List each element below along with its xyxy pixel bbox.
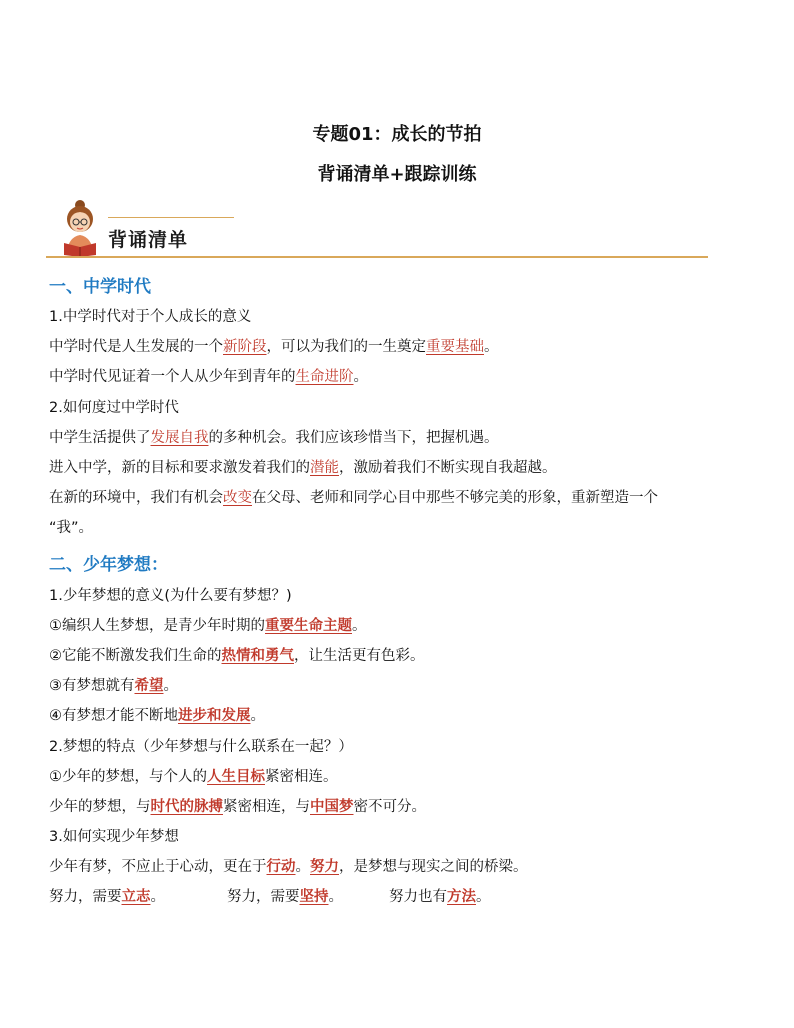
text-line [49,857,528,877]
question-2-2: 2.梦想的特点（少年梦想与什么联系在一起？） [49,739,353,755]
keyword: 人生目标 [207,769,265,785]
keyword: 发展自我 [150,430,209,446]
phrase [389,887,491,907]
keyword: 方法 [447,889,476,905]
keyword: 改变 [223,490,252,506]
keyword: 潜能 [310,460,339,476]
keyword: 努力 [310,859,339,875]
text: ，是梦想与现实之间的桥梁。 [339,859,528,875]
text: 在新的环境中，我们有机会 [49,490,223,506]
text-line [49,706,265,726]
text: 中学生活提供了 [49,430,151,446]
text-line [49,767,338,787]
text: ，让生活更有色彩。 [294,648,425,664]
text: 。 [150,889,165,905]
reading-girl-icon [50,197,106,257]
keyword: 生命进阶 [295,369,354,385]
page-subtitle: 背诵清单+跟踪训练 [317,164,477,185]
keyword: 希望 [134,678,164,694]
section-banner [46,197,708,261]
text: 少年有梦，不应止于心动，更在于 [49,859,267,875]
text-line [49,458,557,478]
text: 。 [163,678,178,694]
text: 。 [295,859,310,875]
keyword: 坚持 [299,889,329,905]
keyword: 新阶段 [223,339,267,355]
text-line [49,797,426,817]
text: ①少年的梦想，与个人的 [49,769,207,785]
text-line [49,337,499,357]
text: 少年的梦想，与 [49,799,151,815]
text: 中学时代是人生发展的一个 [49,339,223,355]
keyword: 重要生命主题 [265,618,352,634]
text: 的多种机会。我们应该珍惜当下，把握机遇。 [208,430,499,446]
banner-top-line [108,217,234,218]
keyword: 中国梦 [310,799,354,815]
text: 。 [353,369,368,385]
text-line: “我”。 [49,520,94,536]
text: 。 [484,339,499,355]
keyword: 进步和发展 [178,708,251,724]
question-2-1: 1.少年梦想的意义(为什么要有梦想？) [49,588,292,604]
question-2-3: 3.如何实现少年梦想 [49,829,179,845]
text: 。 [476,889,491,905]
text: 中学时代见证着一个人从少年到青年的 [49,369,296,385]
text-line [49,367,368,387]
section-heading-dreams: 二、少年梦想： [49,555,168,575]
text: 密不可分。 [353,799,426,815]
text-line [49,488,658,508]
question-1-1: 1.中学时代对于个人成长的意义 [49,309,252,325]
text: 。 [352,618,367,634]
keyword: 热情和勇气 [221,648,294,664]
text: 紧密相连。 [265,769,338,785]
question-1-2: 2.如何度过中学时代 [49,400,179,416]
text: 努力也有 [389,889,447,905]
page-title: 专题01：成长的节拍 [312,124,482,145]
text-line [49,428,499,448]
text: 紧密相连，与 [223,799,310,815]
keyword: 重要基础 [426,339,484,355]
text: ，激励着我们不断实现自我超越。 [339,460,557,476]
text: ②它能不断激发我们生命的 [49,648,222,664]
text: ，可以为我们的一生奠定 [266,339,426,355]
text-line [49,676,178,696]
banner-label: 背诵清单 [108,229,189,251]
phrase [227,887,389,907]
phrase [49,887,227,907]
text: 努力，需要 [227,889,300,905]
text: 在父母、老师和同学心目中那些不够完美的形象，重新塑造一个 [252,490,658,506]
keyword: 行动 [266,859,296,875]
text: ③有梦想就有 [49,678,135,694]
text-line [49,616,367,636]
text: ①编织人生梦想，是青少年时期的 [49,618,265,634]
keyword: 立志 [121,889,151,905]
text-line [49,646,425,666]
text-line [49,887,491,907]
text: 进入中学，新的目标和要求激发着我们的 [49,460,310,476]
text: 。 [250,708,265,724]
keyword: 时代的脉搏 [150,799,223,815]
text: ④有梦想才能不断地 [49,708,178,724]
text: 。 [328,889,343,905]
banner-rule [46,256,708,258]
text: 努力，需要 [49,889,122,905]
section-heading-middle-school: 一、中学时代 [49,277,151,297]
